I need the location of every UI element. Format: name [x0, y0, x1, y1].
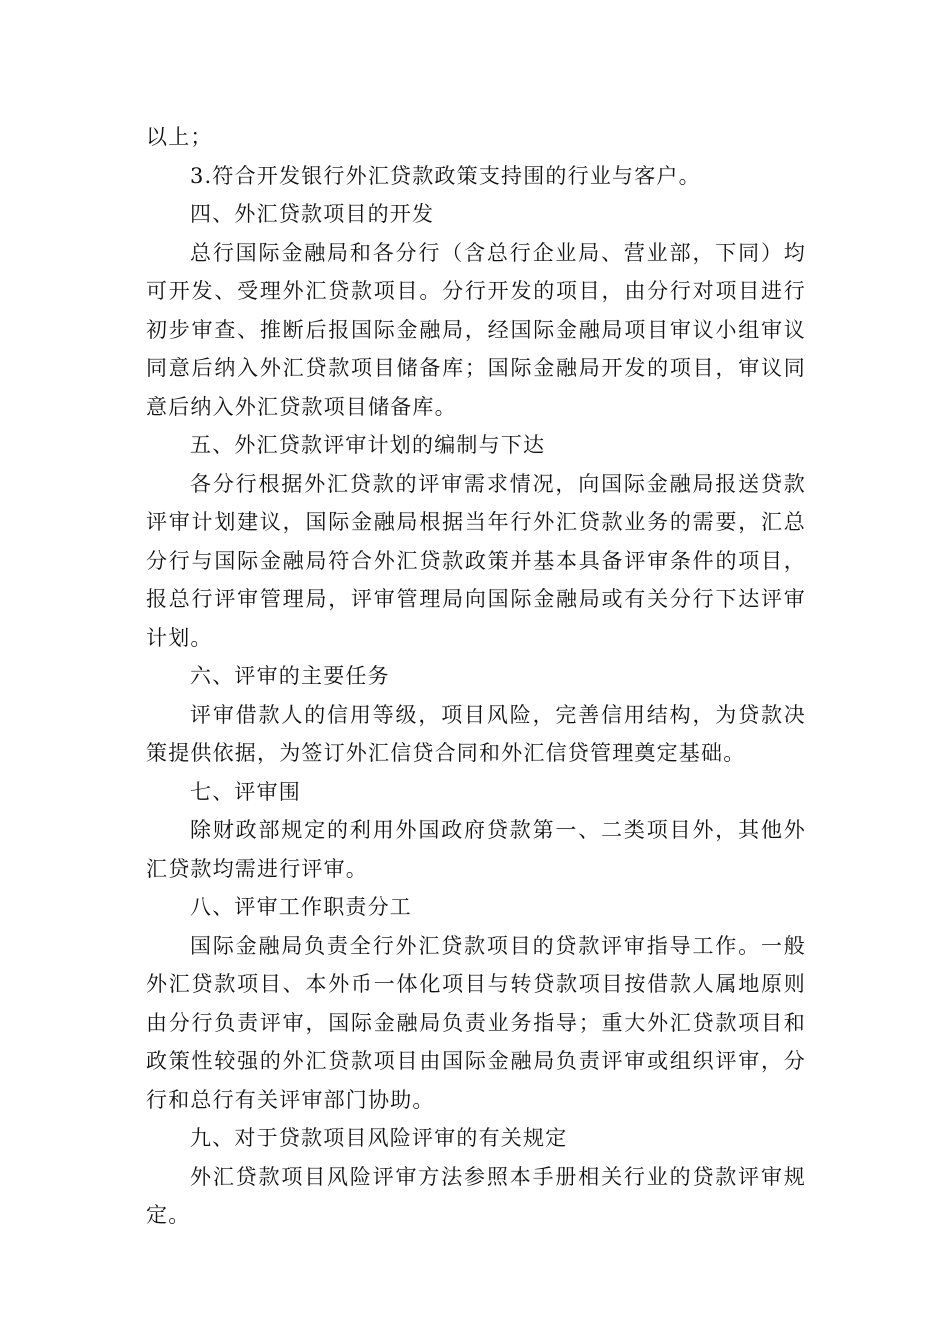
section-heading-4: 四、外汇贷款项目的开发: [190, 202, 435, 226]
section-body-5: 各分行根据外汇贷款的评审需求情况，向国际金融局报送贷款评审计划建议，国际金融局根据当年行外汇贷款业务的需要，汇总分行与国际金融局符合外汇贷款政策并基本具备评审条件的项目，报总行评审管理局，评审管理局向国际金融局或有关分行下达评审计划。: [146, 471, 806, 650]
section-body-4: 总行国际金融局和各分行（含总行企业局、营业部，下同）均可开发、受理外汇贷款项目。分行开发的项目，由分行对项目进行初步审查、推断后报国际金融局，经国际金融局项目审议小组审议同意后纳入外汇贷款项目储备库；国际金融局开发的项目，审议同意后纳入外汇贷款项目储备库。: [146, 240, 806, 419]
paragraph-continuation: 以上；: [146, 125, 213, 149]
section-heading-6: 六、评审的主要任务: [190, 664, 390, 688]
section-heading-7: 七、评审围: [190, 779, 301, 804]
section-body-8: 国际金融局负责全行外汇贷款项目的贷款评审指导工作。一般外汇贷款项目、本外币一体化项目与转贷款项目按借款人属地原则由分行负责评审，国际金融局负责业务指导；重大外汇贷款项目和政策性较强的外汇贷款项目由国际金融局负责评审或组织评审，分行和总行有关评审部门协助。: [146, 933, 806, 1112]
section-heading-9: 九、对于贷款项目风险评审的有关规定: [190, 1126, 568, 1150]
document-page: [146, 118, 806, 1235]
list-item-3: 3.符合开发银行外汇贷款政策支持围的行业与客户。: [190, 163, 701, 188]
section-body-7: 除财政部规定的利用外国政府贷款第一、二类项目外，其他外汇贷款均需进行评审。: [146, 818, 806, 881]
section-heading-5: 五、外汇贷款评审计划的编制与下达: [190, 433, 546, 457]
section-body-9: 外汇贷款项目风险评审方法参照本手册相关行业的贷款评审规定。: [146, 1164, 806, 1227]
section-heading-8: 八、评审工作职责分工: [190, 895, 412, 919]
section-body-6: 评审借款人的信用等级，项目风险，完善信用结构，为贷款决策提供依据，为签订外汇信贷合同和外汇信贷管理奠定基础。: [146, 702, 806, 765]
